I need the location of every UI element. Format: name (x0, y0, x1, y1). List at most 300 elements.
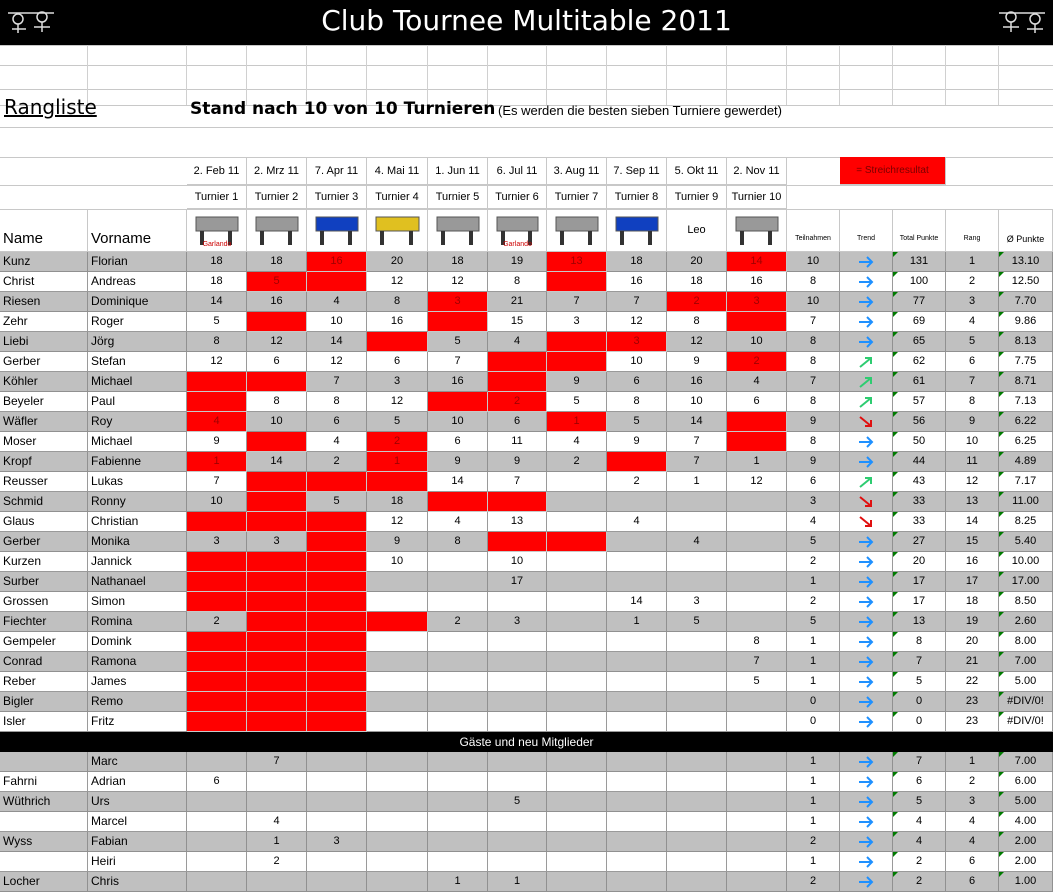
avg-cell: 2.00 (999, 832, 1053, 852)
trend-cell (840, 452, 893, 472)
rang-cell: 23 (946, 712, 999, 732)
player-first-name: Florian (88, 252, 187, 272)
score-cell (187, 792, 247, 812)
score-cell (667, 792, 727, 812)
score-cell (607, 692, 667, 712)
score-cell (307, 632, 367, 652)
trend-right-icon (857, 795, 875, 809)
score-cell: 9 (187, 432, 247, 452)
score-cell: 4 (667, 532, 727, 552)
player-last-name: Reber (0, 672, 88, 692)
teilnahmen-cell: 1 (787, 812, 840, 832)
score-cell: 11 (488, 432, 547, 452)
player-last-name: Moser (0, 432, 88, 452)
score-cell (187, 752, 247, 772)
trend-header: Trend (840, 209, 893, 252)
avg-cell: 8.00 (999, 632, 1053, 652)
turnier-header: Turnier 2 (247, 185, 307, 209)
total-cell: 4 (893, 812, 946, 832)
score-cell (667, 812, 727, 832)
avg-cell: 7.75 (999, 352, 1053, 372)
score-cell (307, 692, 367, 712)
total-cell: 61 (893, 372, 946, 392)
score-cell (187, 812, 247, 832)
table-image-cell (367, 209, 428, 252)
score-cell (607, 452, 667, 472)
trend-right-icon (857, 875, 875, 889)
score-cell (667, 772, 727, 792)
grid-line (427, 45, 428, 105)
score-cell: 4 (547, 432, 607, 452)
player-first-name: Marc (88, 752, 187, 772)
avg-cell: 8.71 (999, 372, 1053, 392)
table-image-cell (307, 209, 367, 252)
player-last-name: Liebi (0, 332, 88, 352)
score-cell (488, 832, 547, 852)
player-first-name: Ramona (88, 652, 187, 672)
player-last-name (0, 752, 88, 772)
trend-cell (840, 832, 893, 852)
avg-cell: 12.50 (999, 272, 1053, 292)
total-cell: 2 (893, 852, 946, 872)
score-cell (488, 712, 547, 732)
stand-note: (Es werden die besten sieben Turniere gewerdet) (498, 103, 782, 118)
teilnahmen-cell: 1 (787, 772, 840, 792)
rang-cell: 4 (946, 812, 999, 832)
trend-cell (840, 632, 893, 652)
rang-cell: 23 (946, 692, 999, 712)
total-cell: 44 (893, 452, 946, 472)
score-cell (247, 772, 307, 792)
score-cell: 5 (727, 672, 787, 692)
player-last-name: Beyeler (0, 392, 88, 412)
player-last-name: Köhler (0, 372, 88, 392)
score-cell (547, 592, 607, 612)
score-cell (547, 752, 607, 772)
player-last-name: Wäfler (0, 412, 88, 432)
score-cell (187, 712, 247, 732)
score-cell (607, 852, 667, 872)
score-cell (607, 532, 667, 552)
player-last-name: Wyss (0, 832, 88, 852)
trend-right-icon (857, 775, 875, 789)
foosball-table-icon (610, 211, 664, 249)
table-image-cell (547, 209, 607, 252)
foosball-table-icon (491, 211, 544, 249)
score-cell: 8 (488, 272, 547, 292)
trend-cell (840, 692, 893, 712)
trend-right-icon (857, 655, 875, 669)
date-header: 6. Jul 11 (488, 157, 547, 185)
score-cell (247, 512, 307, 532)
score-cell: 10 (428, 412, 488, 432)
rang-cell: 14 (946, 512, 999, 532)
score-cell: 7 (247, 752, 307, 772)
date-header: 2. Feb 11 (187, 157, 247, 185)
player-last-name: Riesen (0, 292, 88, 312)
trend-right-icon (857, 755, 875, 769)
avg-cell: 7.17 (999, 472, 1053, 492)
score-cell (367, 472, 428, 492)
score-cell (307, 652, 367, 672)
score-cell: 5 (307, 492, 367, 512)
rang-cell: 7 (946, 372, 999, 392)
rang-cell: 10 (946, 432, 999, 452)
trend-cell (840, 312, 893, 332)
avg-cell: 5.00 (999, 792, 1053, 812)
score-cell: 12 (247, 332, 307, 352)
score-cell: 14 (727, 252, 787, 272)
total-cell: 56 (893, 412, 946, 432)
score-cell (727, 612, 787, 632)
score-cell (727, 312, 787, 332)
score-cell (247, 792, 307, 812)
trend-cell (840, 412, 893, 432)
turnier-header: Turnier 3 (307, 185, 367, 209)
trend-up-icon (857, 375, 875, 389)
total-cell: 0 (893, 692, 946, 712)
svg-text:Garlando: Garlando (202, 241, 232, 248)
teilnahmen-cell: 0 (787, 692, 840, 712)
trend-right-icon (857, 675, 875, 689)
score-cell: 18 (607, 252, 667, 272)
turnier-header: Turnier 7 (547, 185, 607, 209)
score-cell: 2 (307, 452, 367, 472)
score-cell: 4 (247, 812, 307, 832)
rang-cell: 11 (946, 452, 999, 472)
score-cell (727, 692, 787, 712)
score-cell: 5 (547, 392, 607, 412)
score-cell (667, 672, 727, 692)
score-cell (428, 592, 488, 612)
player-last-name: Zehr (0, 312, 88, 332)
total-cell: 20 (893, 552, 946, 572)
avg-cell: 5.40 (999, 532, 1053, 552)
trend-right-icon (857, 255, 875, 269)
trend-cell (840, 372, 893, 392)
score-cell: 2 (727, 352, 787, 372)
trend-up-icon (857, 355, 875, 369)
player-last-name: Locher (0, 872, 88, 892)
turnier-header: Turnier 8 (607, 185, 667, 209)
teilnahmen-cell: 6 (787, 472, 840, 492)
score-cell (247, 672, 307, 692)
score-cell: 7 (727, 652, 787, 672)
score-cell: 17 (488, 572, 547, 592)
total-cell: 43 (893, 472, 946, 492)
avg-cell: 13.10 (999, 252, 1053, 272)
date-header: 4. Mai 11 (367, 157, 428, 185)
score-cell (667, 552, 727, 572)
score-cell (187, 872, 247, 892)
score-cell (367, 672, 428, 692)
score-cell: 7 (607, 292, 667, 312)
score-cell (727, 852, 787, 872)
avg-cell: #DIV/0! (999, 712, 1053, 732)
player-first-name: Nathanael (88, 572, 187, 592)
score-cell (307, 852, 367, 872)
score-cell: 6 (307, 412, 367, 432)
score-cell (727, 412, 787, 432)
score-cell: 12 (367, 272, 428, 292)
score-cell: 7 (667, 432, 727, 452)
player-first-name: Christian (88, 512, 187, 532)
player-first-name: Paul (88, 392, 187, 412)
total-cell: 6 (893, 772, 946, 792)
score-cell: 12 (607, 312, 667, 332)
vorname-header: Vorname (88, 209, 187, 252)
rang-cell: 15 (946, 532, 999, 552)
trend-right-icon (857, 715, 875, 729)
total-cell: 57 (893, 392, 946, 412)
score-cell (727, 552, 787, 572)
score-cell: 19 (488, 252, 547, 272)
rang-cell: 1 (946, 252, 999, 272)
score-cell: 3 (367, 372, 428, 392)
avg-cell: 9.86 (999, 312, 1053, 332)
score-cell (547, 272, 607, 292)
score-cell (307, 752, 367, 772)
score-cell (727, 832, 787, 852)
score-cell (367, 852, 428, 872)
total-cell: 5 (893, 792, 946, 812)
score-cell (667, 512, 727, 532)
score-cell: 20 (667, 252, 727, 272)
teilnahmen-cell: 0 (787, 712, 840, 732)
player-last-name: Surber (0, 572, 88, 592)
score-cell: 3 (428, 292, 488, 312)
score-cell (247, 612, 307, 632)
score-cell (367, 612, 428, 632)
rang-cell: 21 (946, 652, 999, 672)
teilnahmen-cell: 9 (787, 452, 840, 472)
score-cell: 14 (307, 332, 367, 352)
score-cell (607, 652, 667, 672)
grid-line (0, 45, 1053, 46)
grid-line (892, 45, 893, 105)
table-image-cell (727, 209, 787, 252)
table-image-cell (488, 209, 547, 252)
score-cell: 1 (247, 832, 307, 852)
turnier-header: Turnier 9 (667, 185, 727, 209)
player-first-name: Roy (88, 412, 187, 432)
score-cell: 7 (547, 292, 607, 312)
player-first-name: Adrian (88, 772, 187, 792)
score-cell (607, 492, 667, 512)
score-cell: 18 (247, 252, 307, 272)
trend-cell (840, 612, 893, 632)
total-cell: 27 (893, 532, 946, 552)
avg-header: Ø Punkte (999, 209, 1053, 252)
trend-right-icon (857, 435, 875, 449)
player-first-name: Romina (88, 612, 187, 632)
trend-right-icon (857, 575, 875, 589)
score-cell (247, 492, 307, 512)
date-header: 5. Okt 11 (667, 157, 727, 185)
score-cell: 12 (428, 272, 488, 292)
score-cell (488, 592, 547, 612)
foosball-table-icon (250, 211, 304, 249)
teilnahmen-cell: 1 (787, 752, 840, 772)
score-cell (187, 832, 247, 852)
rang-cell: 20 (946, 632, 999, 652)
score-cell (307, 512, 367, 532)
score-cell: 2 (247, 852, 307, 872)
trend-right-icon (857, 695, 875, 709)
score-cell: 9 (547, 372, 607, 392)
rang-cell: 4 (946, 312, 999, 332)
turnier-header: Turnier 1 (187, 185, 247, 209)
score-cell (367, 832, 428, 852)
score-cell: 16 (607, 272, 667, 292)
trend-cell (840, 512, 893, 532)
score-cell (547, 472, 607, 492)
score-cell: 1 (607, 612, 667, 632)
trend-right-icon (857, 275, 875, 289)
score-cell (428, 812, 488, 832)
player-last-name: Gerber (0, 352, 88, 372)
score-cell: 18 (667, 272, 727, 292)
teilnahmen-cell: 1 (787, 672, 840, 692)
score-cell (607, 752, 667, 772)
total-cell: 17 (893, 592, 946, 612)
score-cell (607, 712, 667, 732)
score-cell (727, 752, 787, 772)
rang-cell: 16 (946, 552, 999, 572)
score-cell (727, 512, 787, 532)
teilnahmen-cell: 1 (787, 792, 840, 812)
name-header: Name (0, 209, 88, 252)
foosball-table-icon (730, 211, 784, 249)
avg-cell: 2.00 (999, 852, 1053, 872)
grid-line (0, 127, 1053, 128)
total-cell: 2 (893, 872, 946, 892)
score-cell (247, 872, 307, 892)
avg-cell: 8.13 (999, 332, 1053, 352)
score-cell (488, 672, 547, 692)
score-cell (247, 312, 307, 332)
score-cell: 3 (488, 612, 547, 632)
table-image-cell: Leo (667, 209, 727, 252)
score-cell: 3 (187, 532, 247, 552)
score-cell (488, 772, 547, 792)
score-cell: 10 (367, 552, 428, 572)
trend-cell (840, 532, 893, 552)
score-cell: 3 (247, 532, 307, 552)
score-cell: 6 (727, 392, 787, 412)
score-cell: 3 (547, 312, 607, 332)
player-first-name: Urs (88, 792, 187, 812)
rang-header: Rang (946, 209, 999, 252)
trend-cell (840, 352, 893, 372)
score-cell: 1 (547, 412, 607, 432)
score-cell (428, 852, 488, 872)
score-cell (247, 652, 307, 672)
player-first-name: Fritz (88, 712, 187, 732)
trend-cell (840, 472, 893, 492)
teilnahmen-cell: 4 (787, 512, 840, 532)
score-cell: 3 (607, 332, 667, 352)
title-bar (0, 0, 1053, 45)
rang-cell: 13 (946, 492, 999, 512)
score-cell: 7 (428, 352, 488, 372)
avg-cell: 5.00 (999, 672, 1053, 692)
avg-cell: 7.00 (999, 652, 1053, 672)
score-cell: 7 (307, 372, 367, 392)
player-last-name (0, 852, 88, 872)
score-cell: 14 (428, 472, 488, 492)
total-cell: 100 (893, 272, 946, 292)
score-cell: 20 (367, 252, 428, 272)
score-cell (428, 792, 488, 812)
score-cell (547, 672, 607, 692)
score-cell (367, 652, 428, 672)
trend-cell (840, 592, 893, 612)
score-cell (307, 272, 367, 292)
score-cell (428, 832, 488, 852)
score-cell: 10 (667, 392, 727, 412)
score-cell (187, 692, 247, 712)
score-cell: 9 (607, 432, 667, 452)
score-cell: 4 (187, 412, 247, 432)
rang-cell: 2 (946, 772, 999, 792)
score-cell (367, 632, 428, 652)
score-cell: 5 (367, 412, 428, 432)
grid-line (945, 45, 946, 105)
trend-cell (840, 492, 893, 512)
player-last-name: Reusser (0, 472, 88, 492)
score-cell (307, 672, 367, 692)
trend-cell (840, 272, 893, 292)
score-cell: 12 (367, 392, 428, 412)
grid-line (366, 45, 367, 105)
score-cell (307, 472, 367, 492)
score-cell (667, 632, 727, 652)
score-cell: 6 (187, 772, 247, 792)
score-cell: 8 (727, 632, 787, 652)
score-cell (667, 832, 727, 852)
score-cell (428, 712, 488, 732)
score-cell (247, 472, 307, 492)
score-cell (547, 632, 607, 652)
total-cell: 131 (893, 252, 946, 272)
grid-line (0, 65, 1053, 66)
score-cell: 5 (247, 272, 307, 292)
turnier-header: Turnier 10 (727, 185, 787, 209)
avg-cell: 1.00 (999, 872, 1053, 892)
player-last-name: Kunz (0, 252, 88, 272)
foosball-table-icon (190, 211, 244, 249)
trend-cell (840, 852, 893, 872)
score-cell (488, 352, 547, 372)
score-cell (547, 772, 607, 792)
rang-cell: 9 (946, 412, 999, 432)
score-cell (607, 632, 667, 652)
score-cell (187, 852, 247, 872)
score-cell: 16 (247, 292, 307, 312)
player-first-name: James (88, 672, 187, 692)
score-cell (428, 572, 488, 592)
teilnahmen-cell: 1 (787, 652, 840, 672)
score-cell (547, 492, 607, 512)
score-cell: 4 (307, 292, 367, 312)
teilnahmen-cell: 9 (787, 412, 840, 432)
score-cell (607, 672, 667, 692)
score-cell (428, 752, 488, 772)
score-cell: 21 (488, 292, 547, 312)
teilnahmen-cell: 7 (787, 312, 840, 332)
score-cell: 8 (307, 392, 367, 412)
